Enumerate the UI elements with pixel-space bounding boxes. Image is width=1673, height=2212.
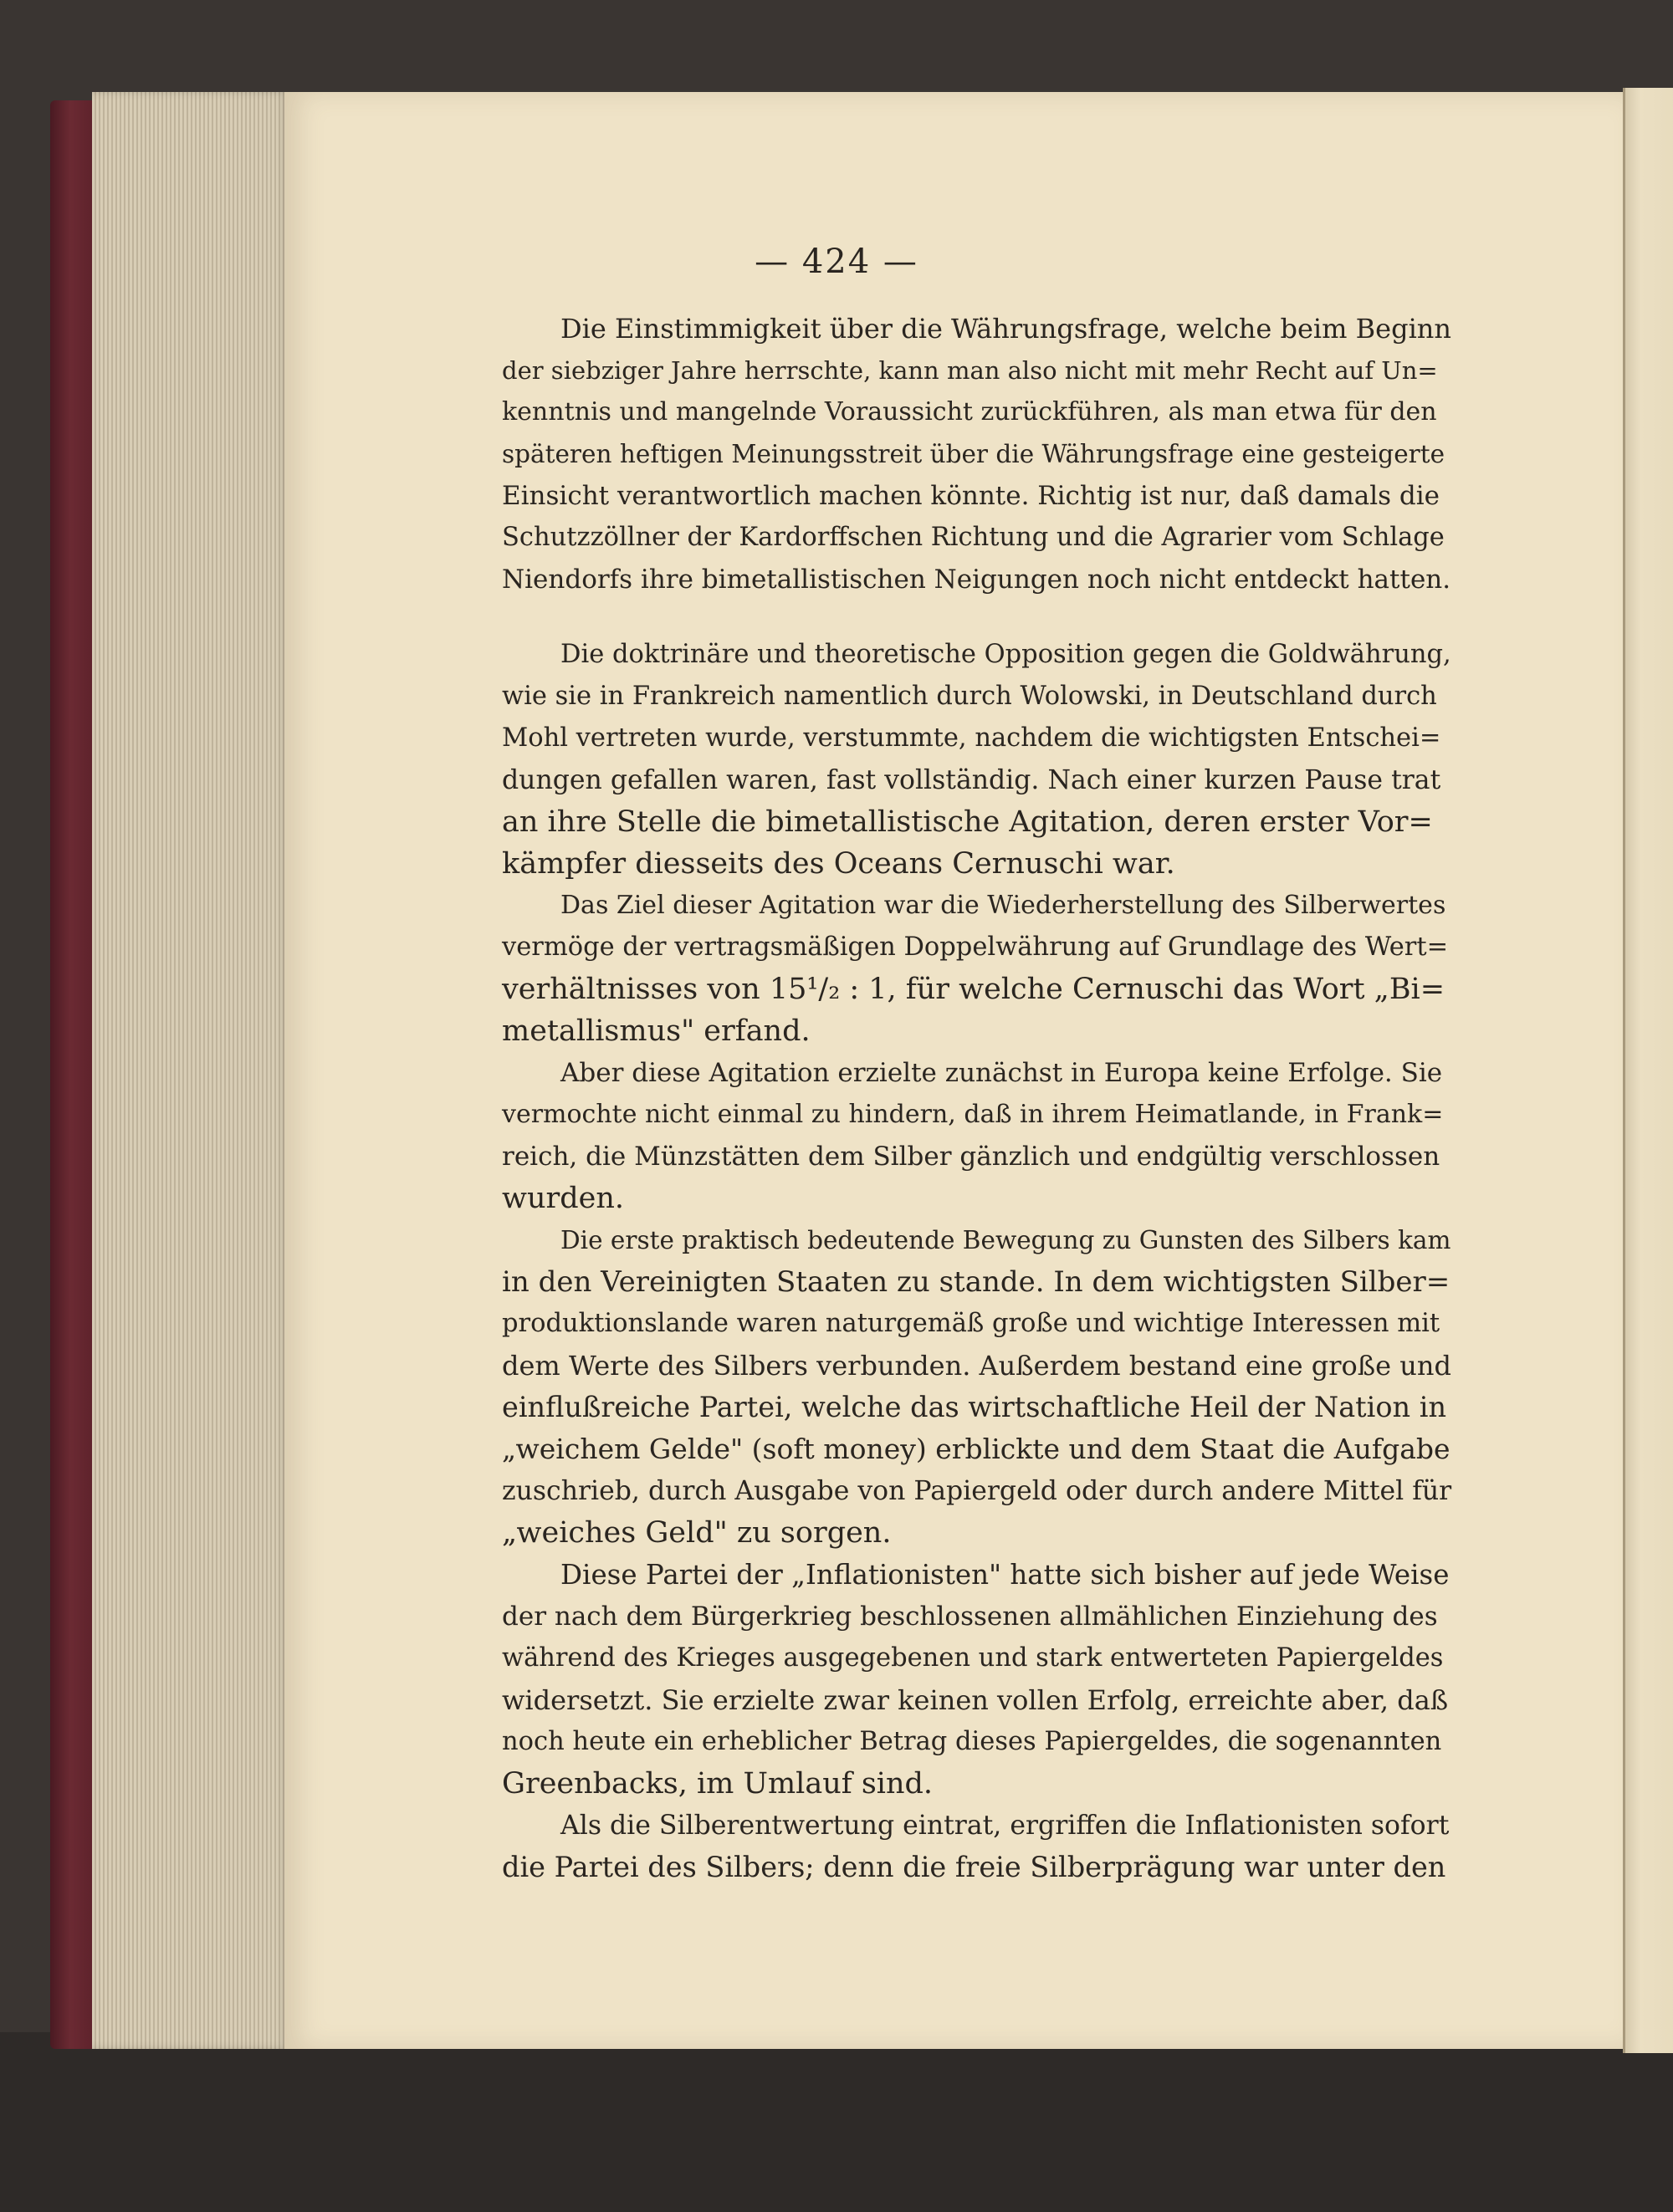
text-line: reich, die Münzstätten dem Silber gänzlich und endgültig verschlossen [502,1142,1440,1172]
text-line: metallismus" erfand. [502,1014,811,1048]
text-line: Greenbacks, im Umlauf sind. [502,1767,934,1801]
text-line: verhältnisses von 15¹/₂ : 1, für welche Cernuschi das Wort „Bi= [502,973,1445,1006]
text-line: kenntnis und mangelnde Voraussicht zurückführen, als man etwa für den [502,397,1437,427]
paragraph-gap [502,600,1451,634]
paragraph-6 [502,1554,1451,1805]
text-line: dungen gefallen waren, fast vollständig. Nach einer kurzen Pause trat [502,765,1441,795]
text-line: zuschrieb, durch Ausgabe von Papiergeld oder durch andere Mittel für [502,1476,1452,1506]
text-line: während des Krieges ausgegebenen und stark entwerteten Papiergeldes [502,1643,1444,1673]
text-line: Einsicht verantwortlich machen könnte. Richtig ist nur, daß damals die [502,481,1440,511]
text-line: Mohl vertreten wurde, verstummte, nachdem die wichtigsten Entschei= [502,723,1441,753]
text-line: noch heute ein erheblicher Betrag dieses Papiergeldes, die sogenannten [502,1727,1442,1756]
paragraph-1 [502,308,1451,600]
text-line: wurden. [502,1182,625,1215]
text-line: der siebziger Jahre herrschte, kann man also nicht mit mehr Recht auf Un= [502,356,1438,385]
paragraph-4 [502,1052,1451,1219]
text-line: Die doktrinäre und theoretische Opposition gegen die Goldwährung, [560,640,1451,669]
text-line: produktionslande waren naturgemäß große und wichtige Interessen mit [502,1309,1440,1338]
text-line: kämpfer diesseits des Oceans Cernuschi war. [502,847,1175,881]
text-line: die Partei des Silbers; denn die freie Silberprägung war unter den [502,1851,1446,1883]
text-line: „weiches Geld" zu sorgen. [502,1516,892,1550]
background [0,2032,1673,2212]
paragraph-2 [502,634,1451,885]
text-line: an ihre Stelle die bimetallistische Agitation, deren erster Vor= [502,805,1433,839]
text-line: widersetzt. Sie erzielte zwar keinen vollen Erfolg, erreichte aber, daß [502,1684,1449,1716]
text-line: Niendorfs ihre bimetallistischen Neigungen noch nicht entdeckt hatten. [502,564,1451,595]
text-line: Die Einstimmigkeit über die Währungsfrage, welche beim Beginn [560,313,1452,345]
text-line: vermöge der vertragsmäßigen Doppelwährung auf Grundlage des Wert= [502,932,1449,962]
page-edges [92,92,289,2049]
paragraph-3 [502,885,1451,1052]
text-line: Als die Silberentwertung eintrat, ergriffen die Inflationisten sofort [560,1811,1450,1841]
page-number: — 424 — [755,243,918,281]
text-line: Aber diese Agitation erzielte zunächst in Europa keine Erfolge. Sie [560,1058,1443,1088]
text-line: der nach dem Bürgerkrieg beschlossenen allmählichen Einziehung des [502,1602,1438,1632]
text-line: dem Werte des Silbers verbunden. Außerdem bestand eine große und [502,1350,1451,1382]
text-line: Schutzzöllner der Kardorffschen Richtung und die Agrarier vom Schlage [502,523,1445,552]
text-line: späteren heftigen Meinungsstreit über die Währungsfrage eine gesteigerte [502,440,1445,468]
text-line: in den Vereinigten Staaten zu stande. In dem wichtigsten Silber= [502,1265,1450,1299]
text-line: wie sie in Frankreich namentlich durch Wolowski, in Deutschland durch [502,682,1437,711]
text-line: einflußreiche Partei, welche das wirtschaftliche Heil der Nation in [502,1391,1447,1423]
text-line: Die erste praktisch bedeutende Bewegung zu Gunsten des Silbers kam [560,1226,1451,1254]
text-line: Diese Partei der „Inflationisten" hatte sich bisher auf jede Weise [560,1559,1450,1591]
text-line: „weichem Gelde" (soft money) erblickte und dem Staat die Aufgabe [502,1433,1450,1465]
facing-page-edge [1623,88,1673,2053]
paragraph-7 [502,1805,1451,1888]
text-block [502,308,1451,1888]
paragraph-5 [502,1219,1451,1554]
text-line: vermochte nicht einmal zu hindern, daß in ihrem Heimatlande, in Frank= [502,1100,1444,1129]
text-line: Das Ziel dieser Agitation war die Wiederherstellung des Silberwertes [560,891,1446,920]
